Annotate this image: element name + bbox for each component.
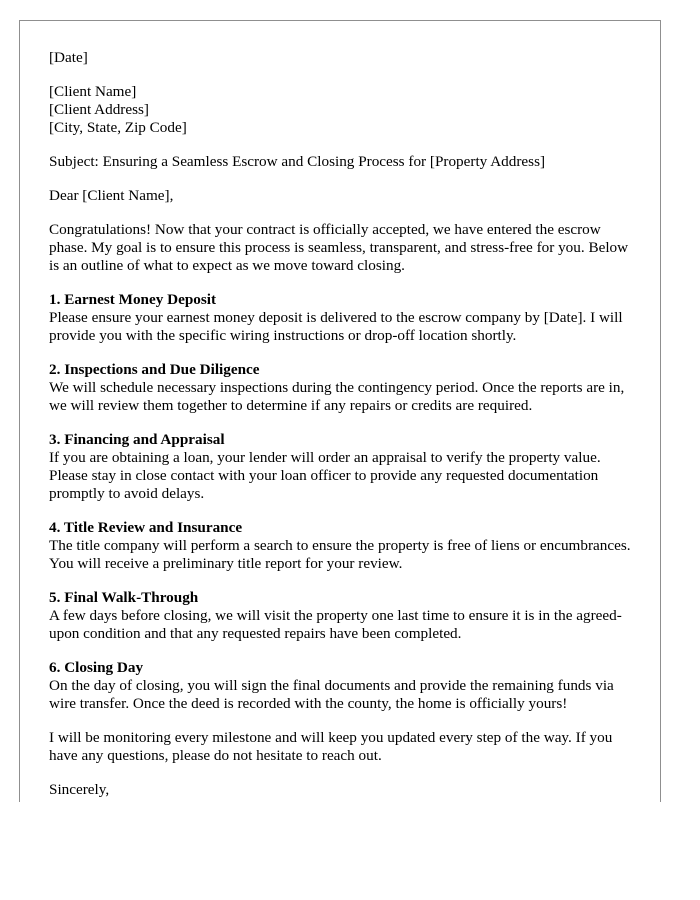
section-closing-day (49, 659, 631, 713)
section-heading: 4. Title Review and Insurance (49, 519, 243, 536)
section-body: Please ensure your earnest money deposit is delivered to the escrow company by [Date]. I will provide you with the specific wiring instructions or drop-off location shortly. (49, 309, 623, 344)
section-walk-through (49, 589, 631, 643)
letter-page (19, 20, 661, 802)
letter-intro: Congratulations! Now that your contract is officially accepted, we have entered the escrow phase. My goal is to ensure this process is seamless, transparent, and stress-free for you. Below is an outline of what to expect as we move toward closing. (49, 221, 629, 274)
section-heading: 2. Inspections and Due Diligence (49, 361, 260, 378)
recipient-name: [Client Name] (49, 83, 137, 100)
section-inspections (49, 361, 631, 415)
recipient-block (49, 83, 631, 137)
section-body: The title company will perform a search to ensure the property is free of liens or encumbrances. You will receive a preliminary title report for your review. (49, 537, 631, 572)
section-body: On the day of closing, you will sign the final documents and provide the remaining funds via wire transfer. Once the deed is recorded with the county, the home is officially yours! (49, 677, 614, 712)
section-body: If you are obtaining a loan, your lender will order an appraisal to verify the property value. Please stay in close contact with your loan officer to provide any requested documentation promptly to avoid delays. (49, 449, 601, 502)
recipient-address: [Client Address] (49, 101, 149, 118)
letter-salutation: Dear [Client Name], (49, 187, 174, 204)
section-title-review (49, 519, 631, 573)
section-heading: 5. Final Walk-Through (49, 589, 199, 606)
letter-subject: Subject: Ensuring a Seamless Escrow and Closing Process for [Property Address] (49, 153, 546, 170)
recipient-city-state-zip: [City, State, Zip Code] (49, 119, 187, 136)
section-body: We will schedule necessary inspections during the contingency period. Once the reports are in, we will review them together to determine if any repairs or credits are required. (49, 379, 625, 414)
section-heading: 6. Closing Day (49, 659, 144, 676)
section-body: A few days before closing, we will visit the property one last time to ensure it is in the agreed-upon condition and that any requested repairs have been completed. (49, 607, 622, 642)
section-earnest-money (49, 291, 631, 345)
letter-valediction: Sincerely, (49, 781, 110, 798)
section-heading: 1. Earnest Money Deposit (49, 291, 217, 308)
section-financing (49, 431, 631, 503)
closing-paragraph: I will be monitoring every milestone and will keep you updated every step of the way. If you have any questions, please do not hesitate to reach out. (49, 729, 613, 764)
section-heading: 3. Financing and Appraisal (49, 431, 225, 448)
letter-date: [Date] (49, 49, 88, 66)
